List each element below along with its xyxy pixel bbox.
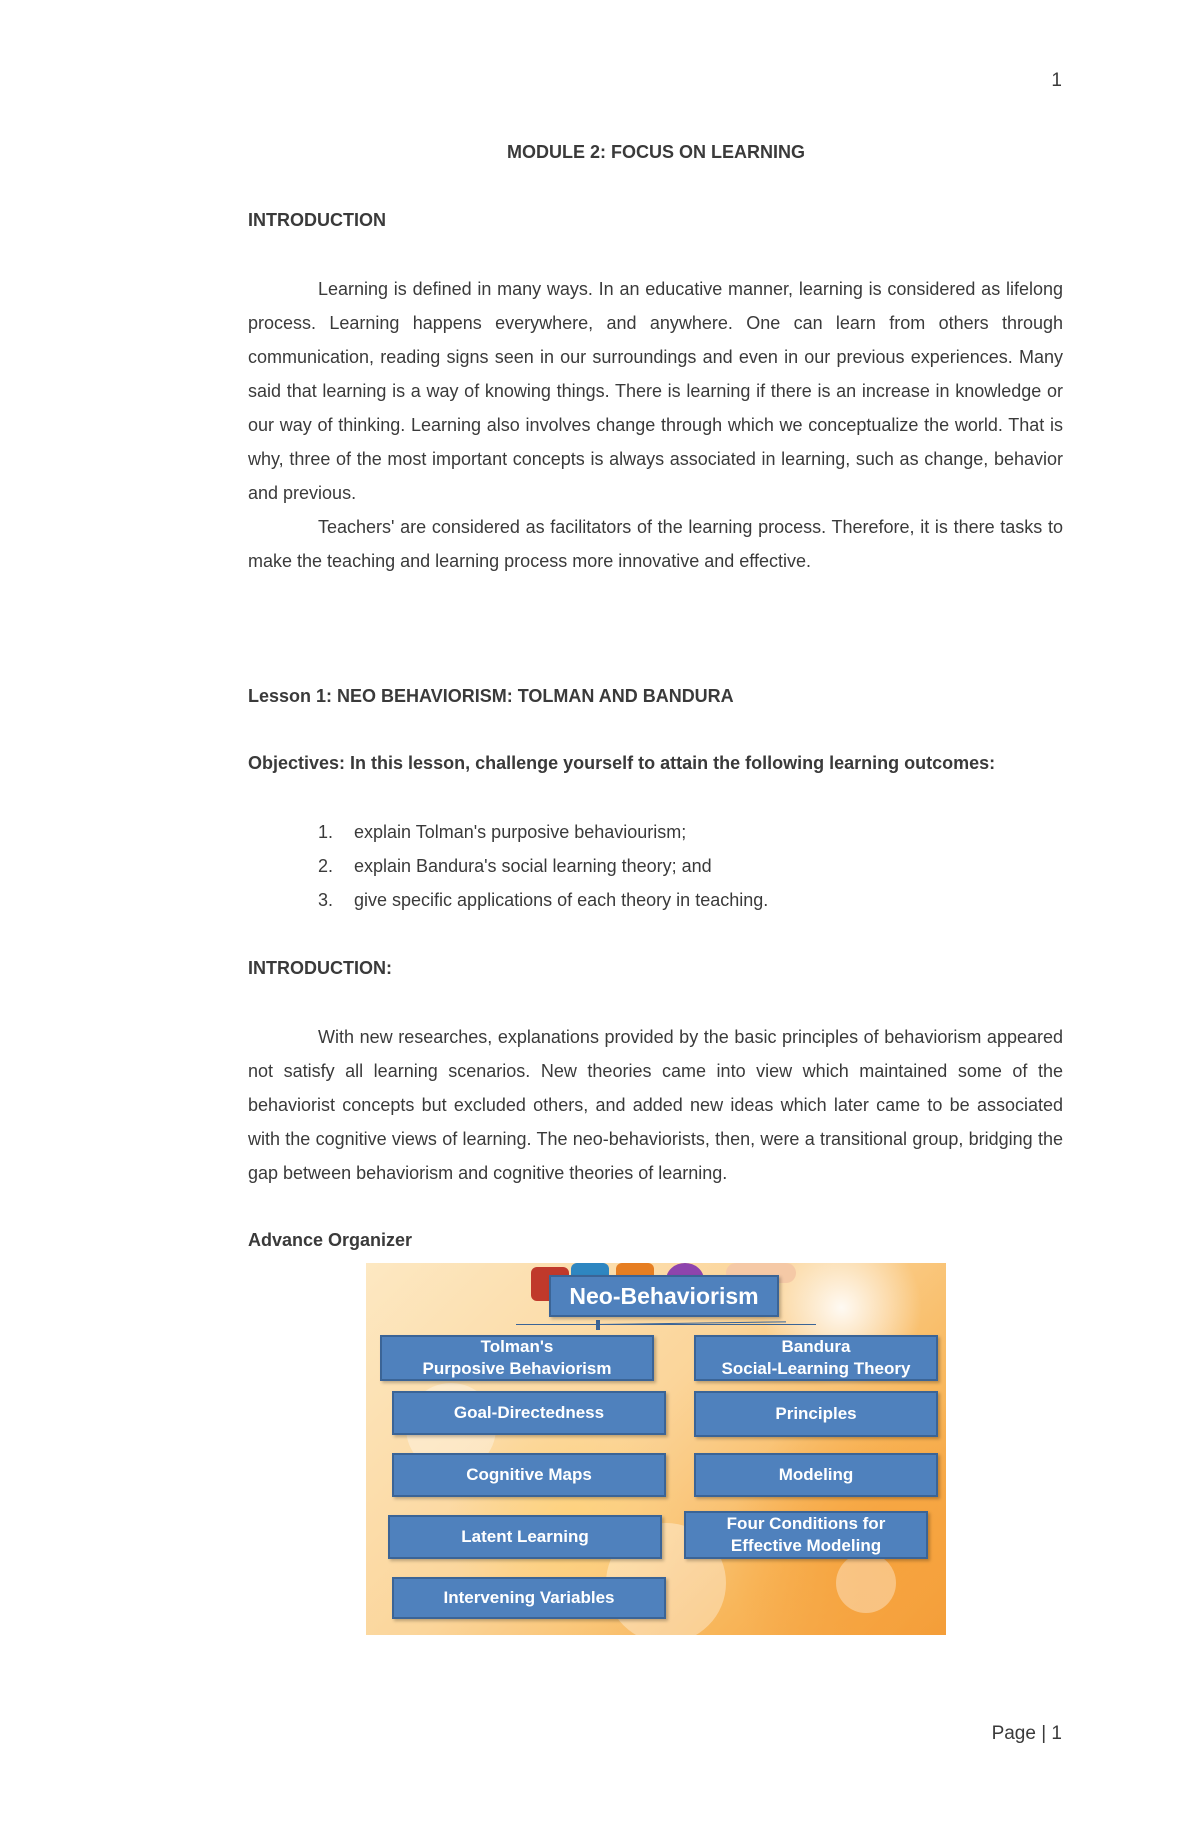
objectives-list: [318, 815, 768, 917]
objective-item: 2. explain Bandura's social learning theory; and: [318, 856, 712, 876]
root-node: Neo-Behaviorism: [549, 1275, 779, 1317]
lesson-title: Lesson 1: NEO BEHAVIORISM: TOLMAN AND BANDURA: [248, 686, 734, 706]
connector-line: [631, 1324, 816, 1325]
intro-paragraph-1: Learning is defined in many ways. In an educative manner, learning is considered as lifelong process. Learning happens everywhere, and anywhere. One can learn from others through communication, reading signs seen in our surroundings and even in our previous experiences. Many said that learning is a way of knowing things. There is learning if there is an increase in knowledge or our way of thinking. Learning also involves change through which we conceptualize the world. That is why, three of the most important concepts is always associated in learning, such as change, behavior and previous.: [248, 279, 1063, 503]
tolman-item-intervening-variables: Intervening Variables: [392, 1577, 666, 1619]
objective-item: 1. explain Tolman's purposive behaviourism;: [318, 822, 687, 842]
tolman-item-latent-learning: Latent Learning: [388, 1515, 662, 1559]
bandura-item-four-conditions: Four Conditions for Effective Modeling: [684, 1511, 928, 1559]
lesson-intro-heading: INTRODUCTION:: [248, 958, 392, 978]
bandura-node: Bandura Social-Learning Theory: [694, 1335, 938, 1381]
tolman-item-goal-directedness: Goal-Directedness: [392, 1391, 666, 1435]
bandura-item-principles: Principles: [694, 1391, 938, 1437]
objective-item: 3. give specific applications of each theory in teaching.: [318, 890, 769, 910]
advance-organizer-heading: Advance Organizer: [248, 1230, 413, 1250]
intro-paragraph-2: Teachers' are considered as facilitators of the learning process. Therefore, it is there tasks to make the teaching and learning process more innovative and effective.: [248, 517, 1063, 571]
decor-bubble: [836, 1553, 896, 1613]
connector-line: [516, 1324, 631, 1325]
tolman-item-cognitive-maps: Cognitive Maps: [392, 1453, 666, 1497]
lesson-intro-paragraph: With new researches, explanations provided by the basic principles of behaviorism appeared not satisfy all learning scenarios. New theories came into view which maintained some of the behaviorist concepts but excluded others, and added new ideas which later came to be associated with the cognitive views of learning. The neo-behaviorists, then, were a transitional group, bridging the gap between behaviorism and cognitive theories of learning.: [248, 1027, 1063, 1183]
tolman-node: Tolman's Purposive Behaviorism: [380, 1335, 654, 1381]
objectives-heading: Objectives: In this lesson, challenge yourself to attain the following learning outcomes:: [248, 753, 996, 773]
module-title: MODULE 2: FOCUS ON LEARNING: [506, 142, 805, 162]
bandura-item-modeling: Modeling: [694, 1453, 938, 1497]
intro-heading: INTRODUCTION: [248, 210, 386, 230]
connector-line: [596, 1320, 600, 1330]
footer-page-label: Page | 1: [991, 1723, 1062, 1744]
page-number-top: 1: [1051, 70, 1062, 91]
advance-organizer-diagram: [366, 1263, 946, 1635]
